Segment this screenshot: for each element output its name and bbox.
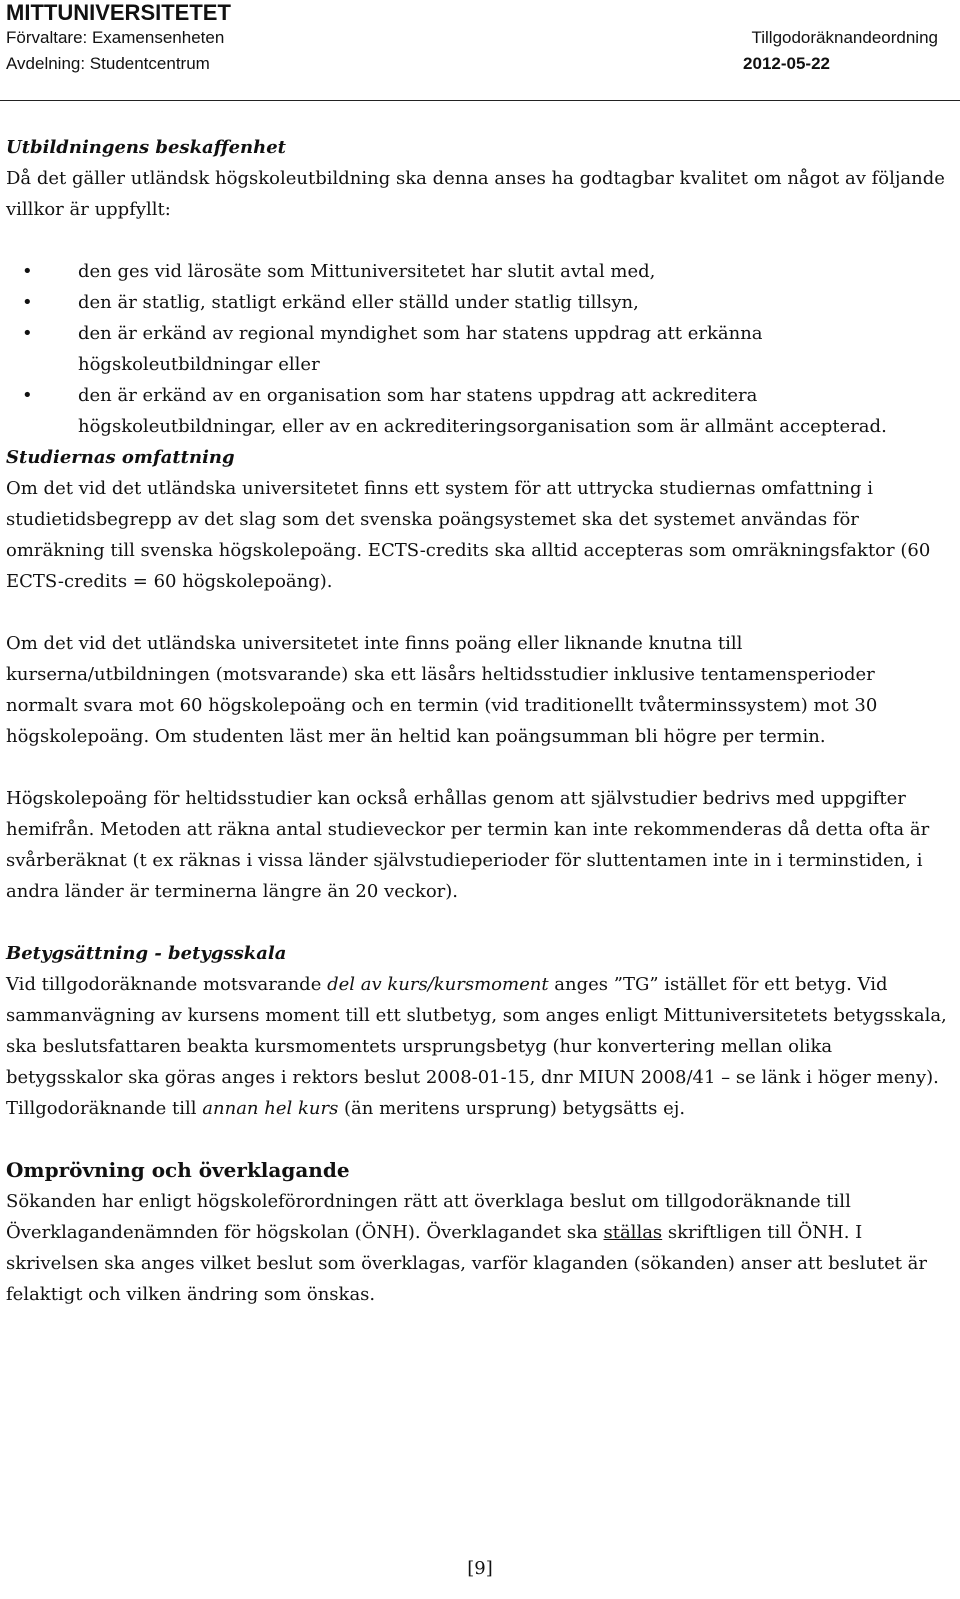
list-item: • den är erkänd av regional myndighet som har statens uppdrag att erkänna högskoleutbildningar eller: [6, 318, 951, 380]
list-item: • den ges vid lärosäte som Mittuniversitetet har slutit avtal med,: [6, 256, 951, 287]
page-number: [9]: [467, 1558, 493, 1579]
document-date: 2012-05-22: [743, 54, 830, 73]
section-heading: Betygsättning - betygsskala: [6, 943, 287, 964]
document-body: [6, 132, 951, 1310]
conditions-list: [6, 256, 951, 442]
university-name: MITTUNIVERSITETET: [6, 0, 231, 25]
manager-label: Förvaltare: Examensenheten: [6, 28, 225, 47]
section-heading: Utbildningens beskaffenhet: [6, 137, 286, 158]
paragraph: Då det gäller utländsk högskoleutbildning ska denna anses ha godtagbar kvalitet om något av följande villkor är uppfyllt:: [6, 168, 945, 220]
header-divider: [0, 100, 960, 101]
section-heading: Studiernas omfattning: [6, 447, 235, 468]
section-heading: Omprövning och överklagande: [6, 1158, 350, 1182]
paragraph: Vid tillgodoräknande motsvarande del av kurs/kursmoment anges ”TG” istället för ett betyg. Vid sammanvägning av kursens moment till ett slutbetyg, som anges enligt Mittuniversitetets betygsskala, ska beslutsfattaren beakta kursmomentets ursprungsbetyg (hur konvertering mellan olika betygsskalor ska göras anges i rektors beslut 2008-01-15, dnr MIUN 2008/41 – se länk i höger meny). Tillgodoräknande till annan hel kurs (än meritens ursprung) betygsätts ej.: [6, 974, 947, 1119]
list-item: • den är statlig, statligt erkänd eller ställd under statlig tillsyn,: [6, 287, 951, 318]
page-header: [0, 0, 960, 102]
paragraph: Sökanden har enligt högskoleförordningen rätt att överklaga beslut om tillgodoräknande till Överklagandenämnden för högskolan (ÖNH). Överklagandet ska ställas skriftligen till ÖNH. I skrivelsen ska anges vilket beslut som överklagas, varför klaganden (sökanden) anser att beslutet är felaktigt och vilken ändring som önskas.: [6, 1191, 928, 1305]
department-label: Avdelning: Studentcentrum: [6, 54, 210, 73]
paragraph: Om det vid det utländska universitetet inte finns poäng eller liknande knutna till kurserna/utbildningen (motsvarande) ska ett läsårs heltidsstudier inklusive tentamensperioder normalt svara mot 60 högskolepoäng och en termin (vid traditionellt tvåterminssystem) mot 30 högskolepoäng. Om studenten läst mer än heltid kan poängsumman bli högre per termin.: [6, 633, 878, 747]
list-item: • den är erkänd av en organisation som har statens uppdrag att ackreditera högskoleutbildningar, eller av en ackrediteringsorganisation som är allmänt accepterad.: [6, 380, 951, 442]
paragraph: Om det vid det utländska universitetet finns ett system för att uttrycka studiernas omfattning i studietidsbegrepp av det slag som det svenska poängsystemet ska det systemet användas för omräkning till svenska högskolepoäng. ECTS-credits ska alltid accepteras som omräkningsfaktor (60 ECTS-credits = 60 högskolepoäng).: [6, 478, 931, 592]
paragraph: Högskolepoäng för heltidsstudier kan också erhållas genom att självstudier bedrivs med uppgifter hemifrån. Metoden att räkna antal studieveckor per termin kan inte rekommenderas då detta ofta är svårberäknat (t ex räknas i vissa länder självstudieperioder för sluttentamen inte in i terminstiden, i andra länder är terminerna längre än 20 veckor).: [6, 788, 930, 902]
document-title: Tillgodoräknandeordning: [751, 28, 938, 47]
